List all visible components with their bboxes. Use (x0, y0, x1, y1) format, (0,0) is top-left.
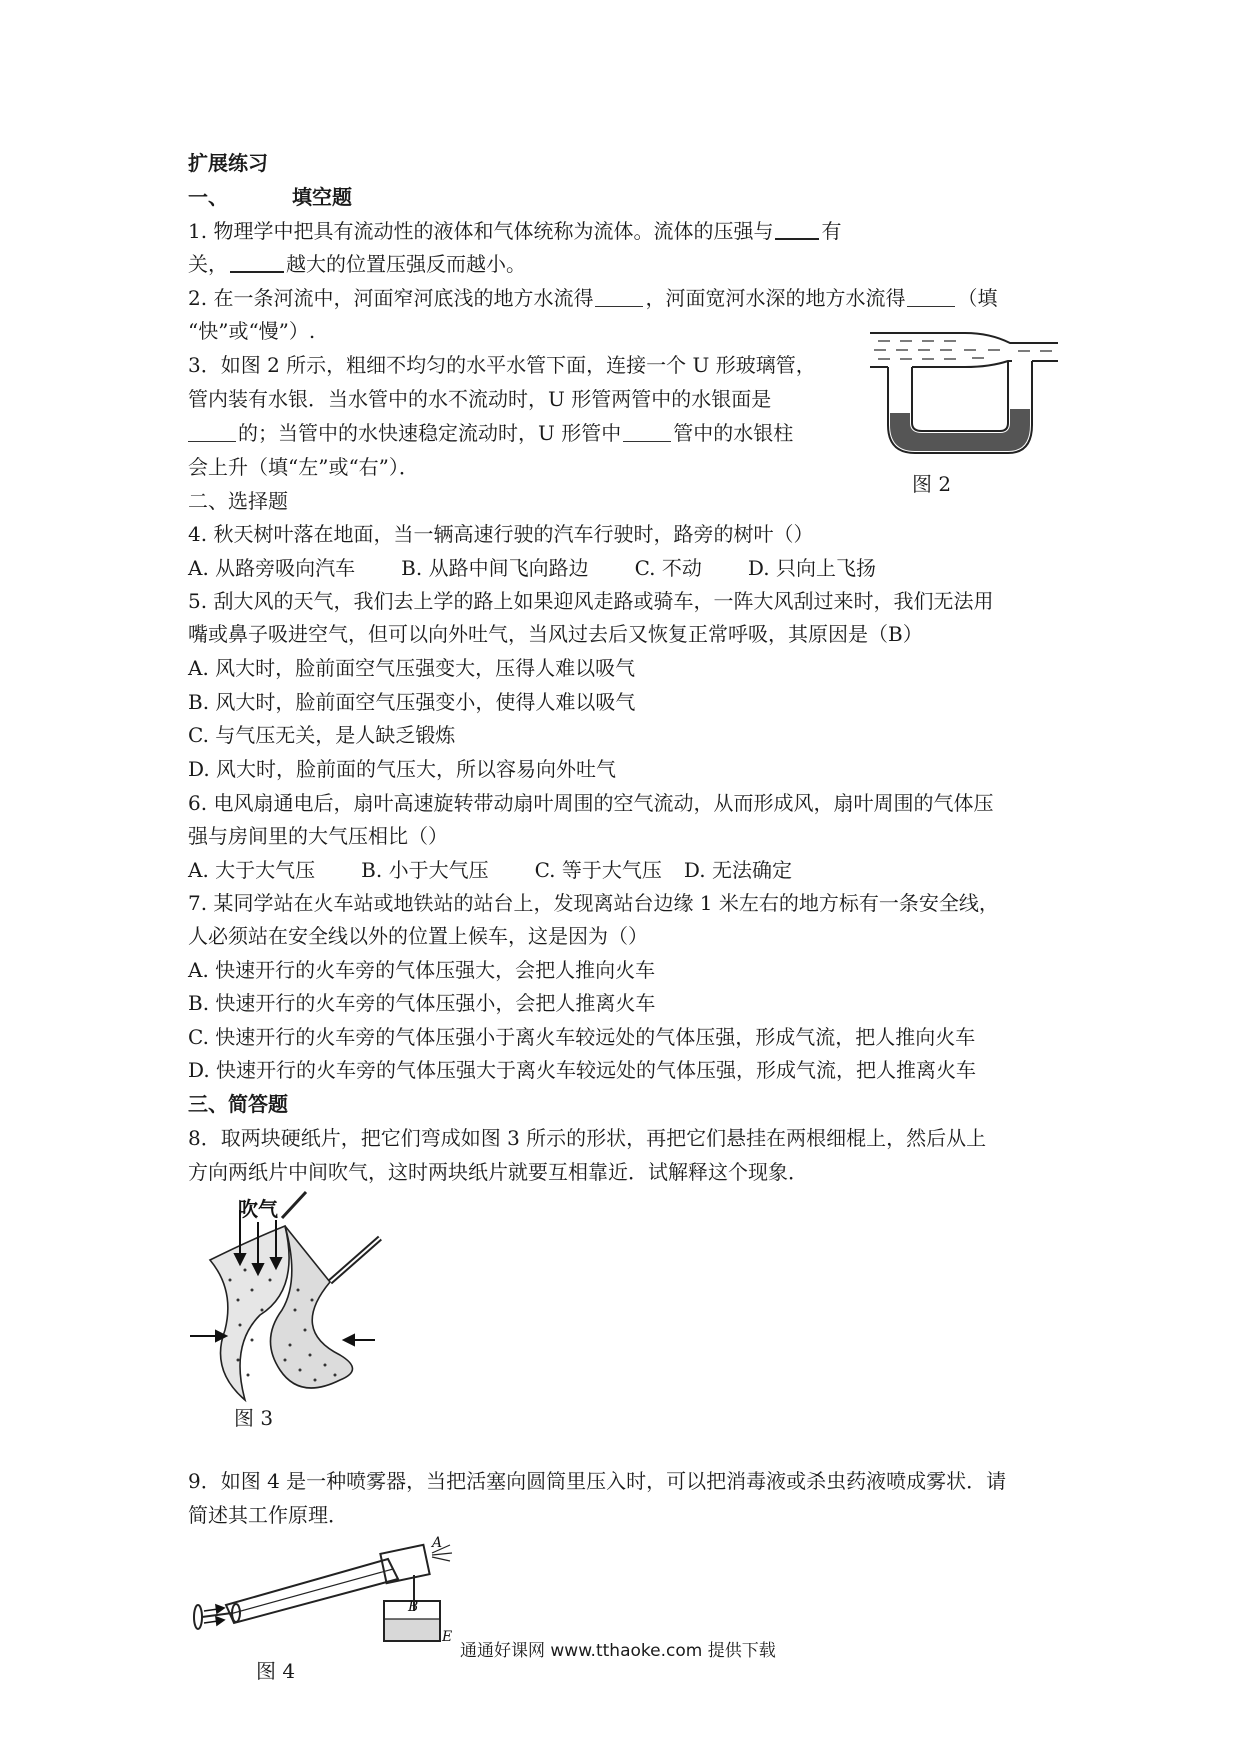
q4-options (188, 554, 876, 582)
section-fill-blank (188, 183, 352, 211)
blank (775, 218, 819, 240)
option-a: A. 从路旁吸向汽车 (188, 556, 356, 580)
q1-line1: 1. 物理学中把具有流动性的液体和气体统称为流体。流体的压强与 有 (188, 219, 842, 243)
q3-line3: 的；当管中的水快速稳定流动时，U 形管中 管中的水银柱 (188, 419, 793, 447)
q1-line2: 关， 越大的位置压强反而越小。 (188, 252, 526, 276)
blank (230, 251, 284, 273)
figure-4-label-e: E (442, 1629, 453, 1645)
figure-3-paper-sheets (190, 1170, 390, 1405)
q3-line1: 3．如图 2 所示，粗细不均匀的水平水管下面，连接一个 U 形玻璃管， (188, 353, 816, 377)
q2-line2: “快”或“慢”）. (188, 319, 316, 343)
page-title: 扩展练习 (188, 151, 268, 175)
q7-stem1: 7. 某同学站在火车站或地铁站的站台上，发现离站台边缘 1 米左右的地方标有一条安全线， (188, 891, 999, 915)
q5-option-d: D. 风大时，脸前面的气压大，所以容易向外吐气 (188, 757, 617, 781)
option-b: B. 小于大气压 (361, 858, 489, 882)
figure-4-caption: 图 4 (256, 1659, 296, 1683)
q7-option-b: B. 快速开行的火车旁的气体压强小，会把人推离火车 (188, 991, 656, 1015)
section-number: 一、 (188, 185, 228, 209)
q7-option-a: A. 快速开行的火车旁的气体压强大，会把人推向火车 (188, 958, 656, 982)
section-choice: 二、选择题 (188, 489, 288, 513)
blank (623, 421, 671, 442)
q6-stem1: 6. 电风扇通电后，扇叶高速旋转带动扇叶周围的空气流动，从而形成风，扇叶周围的气体压 (188, 791, 994, 815)
figure-4-sprayer (188, 1535, 488, 1645)
figure-2-u-tube (860, 325, 1060, 465)
q9-line1: 9．如图 4 是一种喷雾器，当把活塞向圆筒里压入时，可以把消毒液或杀虫药液喷成雾状．请 (188, 1469, 1007, 1493)
q7-option-c: C. 快速开行的火车旁的气体压强小于离火车较远处的气体压强，形成气流，把人推向火车 (188, 1025, 976, 1049)
option-b: B. 从路中间飞向路边 (401, 556, 589, 580)
q7-option-d: D. 快速开行的火车旁的气体压强大于离火车较远处的气体压强，形成气流，把人推离火车 (188, 1058, 977, 1082)
q2-line1: 2. 在一条河流中，河面窄河底浅的地方水流得 ，河面宽河水深的地方水流得 （填 (188, 286, 998, 310)
q3-line2: 管内装有水银．当水管中的水不流动时，U 形管两管中的水银面是 (188, 387, 772, 411)
option-c: C. 等于大气压 (534, 858, 662, 882)
figure-2-caption: 图 2 (912, 472, 952, 496)
q5-stem1: 5. 刮大风的天气，我们去上学的路上如果迎风走路或骑车，一阵大风刮过来时，我们无法用 (188, 589, 994, 613)
footer-watermark: 通通好课网 www.tthaoke.com 提供下载 (460, 1641, 776, 1661)
q7-stem2: 人必须站在安全线以外的位置上候车，这是因为（） (188, 924, 648, 948)
option-a: A. 大于大气压 (188, 858, 316, 882)
q4-stem: 4. 秋天树叶落在地面，当一辆高速行驶的汽车行驶时，路旁的树叶（） (188, 522, 814, 546)
option-d: D. 无法确定 (683, 858, 792, 882)
q6-options (188, 856, 792, 884)
q3-line4: 会上升（填“左”或“右”）． (188, 455, 419, 479)
section-short-answer: 三、简答题 (188, 1092, 288, 1116)
q6-stem2: 强与房间里的大气压相比（） (188, 824, 448, 848)
option-d: D. 只向上飞扬 (747, 556, 876, 580)
q5-option-a: A. 风大时，脸前面空气压强变大，压得人难以吸气 (188, 656, 636, 680)
figure-3-caption: 图 3 (234, 1406, 274, 1430)
q5-stem2: 嘴或鼻子吸进空气，但可以向外吐气，当风过去后又恢复正常呼吸，其原因是（B） (188, 622, 923, 646)
figure-4-label-a: A (432, 1535, 443, 1551)
q5-option-b: B. 风大时，脸前面空气压强变小，使得人难以吸气 (188, 690, 636, 714)
figure-4-label-b: B (408, 1599, 419, 1615)
option-c: C. 不动 (634, 556, 702, 580)
blank (595, 286, 643, 307)
section-label: 填空题 (292, 185, 352, 209)
figure-3-blow-label: 吹气 (238, 1197, 278, 1221)
q9-line2: 简述其工作原理． (188, 1503, 348, 1527)
blank (188, 421, 236, 442)
q8-line2: 方向两纸片中间吹气，这时两块纸片就要互相靠近．试解释这个现象． (188, 1160, 808, 1184)
q5-option-c: C. 与气压无关，是人缺乏锻炼 (188, 723, 456, 747)
blank (907, 286, 955, 307)
q8-line1: 8．取两块硬纸片，把它们弯成如图 3 所示的形状，再把它们悬挂在两根细棍上，然后从上 (188, 1126, 987, 1150)
